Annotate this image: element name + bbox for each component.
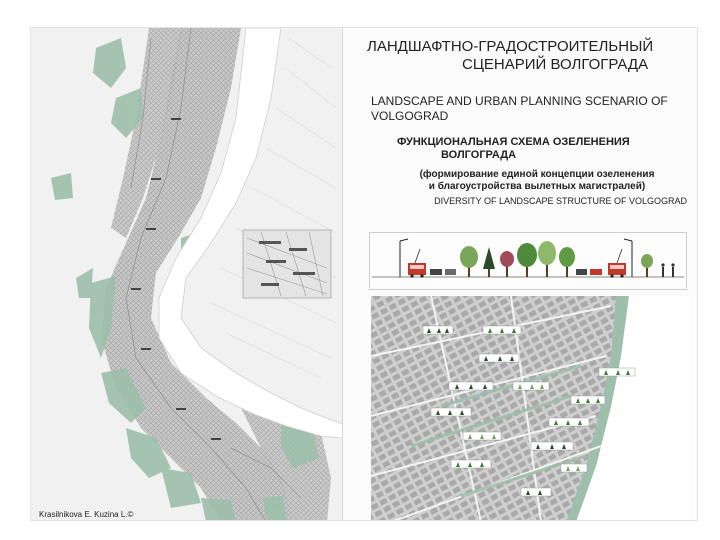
map-canvas (31, 28, 343, 521)
callout (531, 442, 573, 450)
tree-icon (641, 254, 653, 277)
callout (571, 396, 605, 404)
car-icon (576, 269, 587, 275)
pedestrian-icon (671, 263, 674, 277)
callout (561, 464, 587, 472)
subtitle-en: DIVERSITY OF LANDSCAPE STRUCTURE OF VOLGOGRAD (434, 196, 687, 206)
subtitle-ru-line4: и благоустройства вылетных магистралей) (428, 181, 646, 192)
cross-section-canvas (370, 233, 686, 289)
car-icon (430, 269, 442, 275)
street-lamp-icon (400, 239, 408, 277)
title-en (371, 94, 691, 124)
subtitle-ru (397, 136, 687, 162)
tree-icon (500, 251, 514, 277)
car-icon (445, 269, 456, 275)
title-en-line1: LANDSCAPE AND URBAN PLANNING SCENARIO OF (371, 94, 668, 108)
callout (451, 460, 491, 468)
title-ru-line2: СЦЕНАРИЙ ВОЛГОГРАДА (462, 56, 649, 73)
panel-divider (342, 28, 343, 521)
title-ru (367, 38, 687, 74)
tree-icon (538, 241, 556, 277)
callout (449, 382, 493, 390)
subtitle-ru-line1: ФУНКЦИОНАЛЬНАЯ СХЕМА ОЗЕЛЕНЕНИЯ (397, 136, 630, 148)
inset-map (243, 230, 331, 298)
subtitle-ru-line2: ВОЛГОГРАДА (441, 149, 517, 161)
callout (483, 326, 521, 334)
credit-text: Krasilnikova E. Kuzina L.© (39, 510, 134, 519)
trolleybus-icon (608, 249, 626, 278)
callout (431, 408, 471, 416)
subtitle-ru-line3: (формирование единой концепции озеленения (419, 169, 655, 180)
detail-map-canvas (371, 296, 689, 521)
callout (549, 418, 589, 426)
volgograd-master-plan-map (31, 28, 343, 521)
subtitle-ru-detail (387, 169, 687, 193)
callout (513, 382, 549, 390)
right-panel (367, 28, 695, 521)
callout (463, 432, 501, 440)
pedestrian-icon (661, 263, 664, 277)
tree-icon (517, 243, 537, 277)
car-icon (590, 269, 602, 275)
callout (479, 354, 519, 362)
title-ru-line1: ЛАНДШАФТНО-ГРАДОСТРОИТЕЛЬНЫЙ (367, 38, 654, 55)
poster-sheet (30, 27, 698, 521)
city-center-detail-map (371, 296, 689, 521)
callout (521, 488, 551, 496)
tree-icon (483, 247, 495, 277)
tree-icon (559, 247, 575, 277)
title-en-line2: VOLGOGRAD (371, 109, 449, 123)
callout (423, 326, 453, 334)
trolleybus-icon (408, 249, 426, 278)
street-cross-section (369, 232, 687, 290)
callout (599, 368, 635, 376)
tree-icon (460, 246, 478, 277)
